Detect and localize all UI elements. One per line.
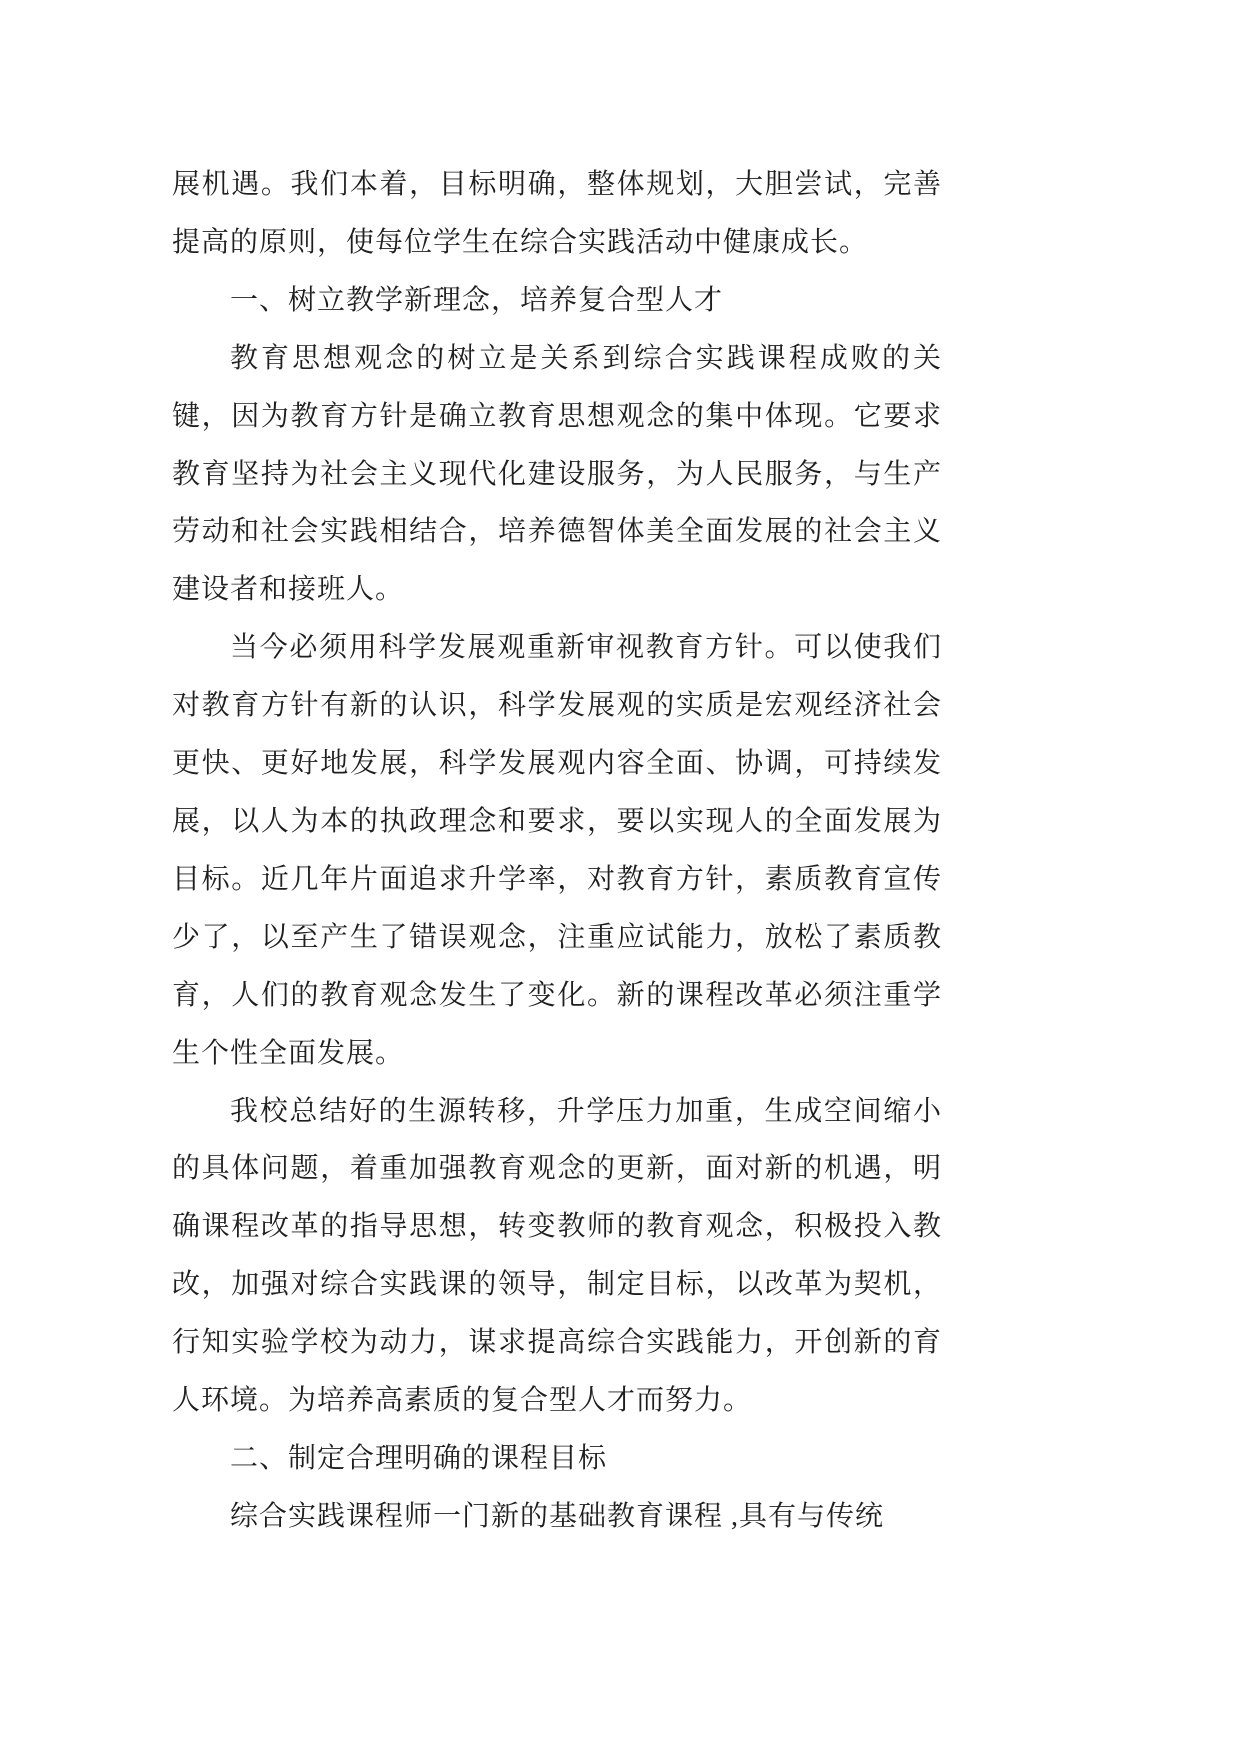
text-line: 对教育方针有新的认识，科学发展观的实质是宏观经济社会	[172, 690, 942, 722]
text-line: 建设者和接班人。	[172, 574, 405, 606]
paragraph	[172, 1488, 942, 1546]
section-heading	[172, 1430, 942, 1488]
paragraph	[172, 1083, 942, 1430]
text-line: 的具体问题，着重加强教育观念的更新，面对新的机遇，明	[172, 1153, 942, 1185]
text-line: 展机遇。我们本着，目标明确，整体规划，大胆尝试，完善	[172, 169, 942, 200]
paragraph	[172, 330, 942, 620]
text-line: 劳动和社会实践相结合，培养德智体美全面发展的社会主义	[172, 516, 942, 548]
text-line: 教育思想观念的树立是关系到综合实践课程成败的关	[230, 342, 942, 374]
text-line: 教育坚持为社会主义现代化建设服务，为人民服务，与生产	[172, 458, 942, 490]
heading-text: 一、树立教学新理念，培养复合型人才	[230, 284, 724, 316]
text-line: 综合实践课程师一门新的基础教育课程 ,具有与传统	[230, 1500, 885, 1532]
paragraph	[172, 156, 942, 272]
text-line: 人环境。为培养高素质的复合型人才而努力。	[172, 1385, 753, 1417]
text-line: 提高的原则，使每位学生在综合实践活动中健康成长。	[172, 226, 869, 258]
text-line: 行知实验学校为动力，谋求提高综合实践能力，开创新的育	[172, 1327, 942, 1359]
text-line: 确课程改革的指导思想，转变教师的教育观念，积极投入教	[172, 1211, 942, 1243]
text-line: 少了，以至产生了错误观念，注重应试能力，放松了素质教	[172, 921, 942, 953]
text-line: 键，因为教育方针是确立教育思想观念的集中体现。它要求	[172, 400, 942, 432]
text-line: 展，以人为本的执政理念和要求，要以实现人的全面发展为	[172, 805, 942, 837]
text-line: 更快、更好地发展，科学发展观内容全面、协调，可持续发	[172, 748, 942, 780]
document-body	[172, 156, 942, 1546]
text-line: 改，加强对综合实践课的领导，制定目标，以改革为契机，	[172, 1269, 942, 1301]
text-line: 育，人们的教育观念发生了变化。新的课程改革必须注重学	[172, 979, 942, 1011]
text-line: 我校总结好的生源转移，升学压力加重，生成空间缩小	[230, 1095, 942, 1127]
text-line: 生个性全面发展。	[172, 1037, 405, 1069]
heading-text: 二、制定合理明确的课程目标	[230, 1442, 608, 1474]
section-heading	[172, 272, 942, 330]
paragraph	[172, 619, 942, 1082]
text-line: 目标。近几年片面追求升学率，对教育方针，素质教育宣传	[172, 863, 942, 895]
text-line: 当今必须用科学发展观重新审视教育方针。可以使我们	[230, 632, 942, 664]
